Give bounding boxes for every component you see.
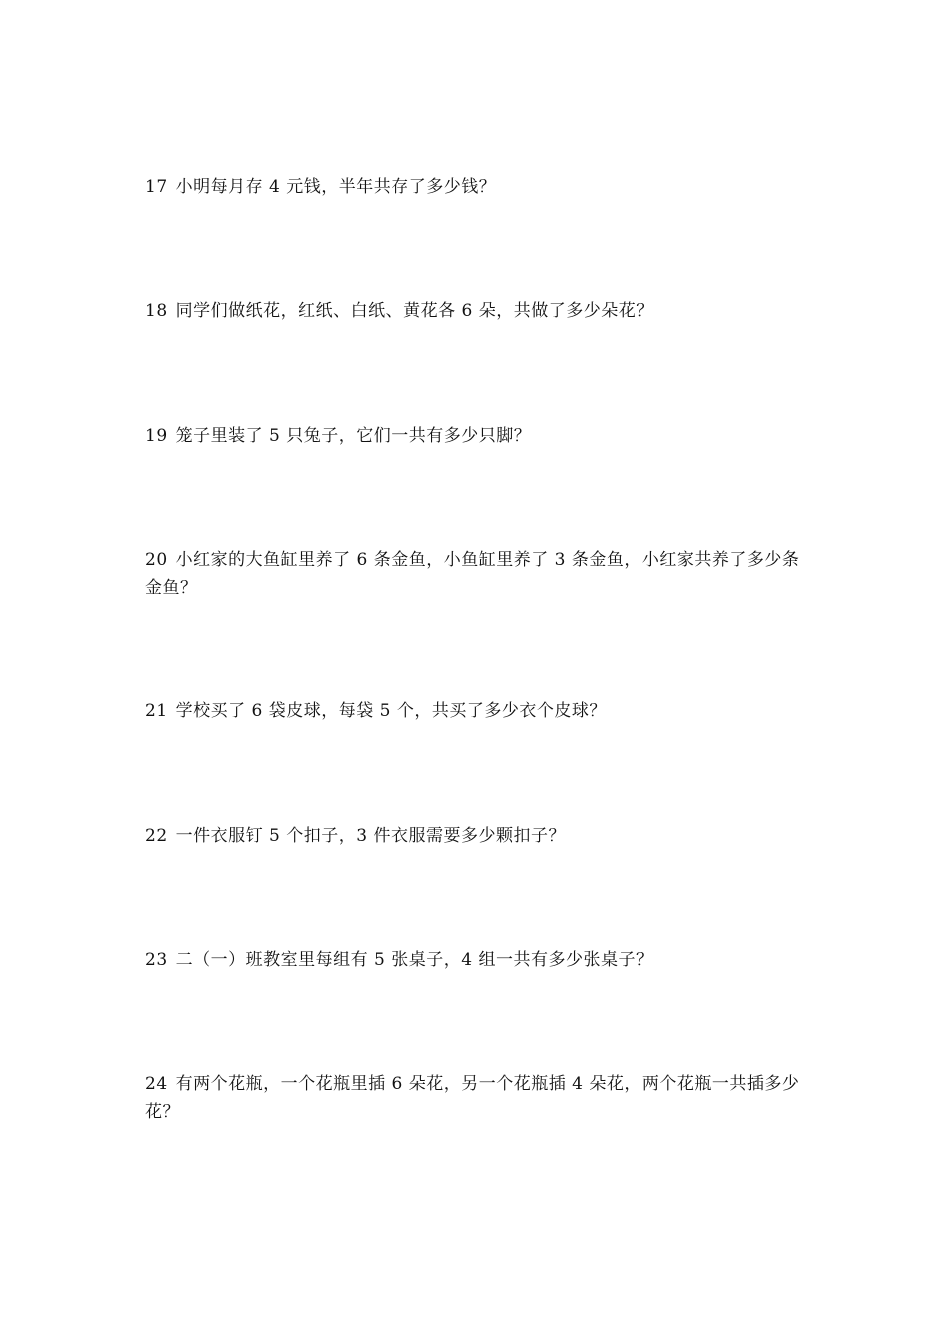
question-text: 小明每月存 4 元钱，半年共存了多少钱？	[175, 177, 497, 197]
question-23	[145, 946, 815, 974]
question-number: 18	[145, 301, 168, 321]
question-18	[145, 297, 815, 325]
question-text: 学校买了 6 袋皮球，每袋 5 个，共买了多少衣个皮球？	[175, 701, 607, 721]
question-19	[145, 422, 815, 450]
question-number: 23	[145, 950, 168, 970]
question-number: 21	[145, 701, 168, 721]
question-17	[145, 173, 815, 201]
question-text: 二（一）班教室里每组有 5 张桌子，4 组一共有多少张桌子？	[175, 950, 654, 970]
question-number: 17	[145, 177, 168, 197]
question-text: 同学们做纸花，红纸、白纸、黄花各 6 朵，共做了多少朵花？	[175, 301, 654, 321]
question-number: 19	[145, 426, 168, 446]
question-text: 笼子里装了 5 只兔子，它们一共有多少只脚？	[175, 426, 532, 446]
question-text: 小红家的大鱼缸里养了 6 条金鱼，小鱼缸里养了 3 条金鱼，小红家共养了多少条金鱼？	[145, 550, 800, 598]
question-text: 有两个花瓶，一个花瓶里插 6 朵花，另一个花瓶插 4 朵花，两个花瓶一共插多少花？	[145, 1074, 800, 1122]
question-number: 20	[145, 550, 168, 570]
question-21	[145, 697, 815, 725]
question-number: 24	[145, 1074, 168, 1094]
question-22	[145, 822, 815, 850]
question-20	[145, 546, 815, 602]
question-text: 一件衣服钉 5 个扣子，3 件衣服需要多少颗扣子？	[175, 826, 566, 846]
question-number: 22	[145, 826, 168, 846]
question-24	[145, 1070, 815, 1126]
